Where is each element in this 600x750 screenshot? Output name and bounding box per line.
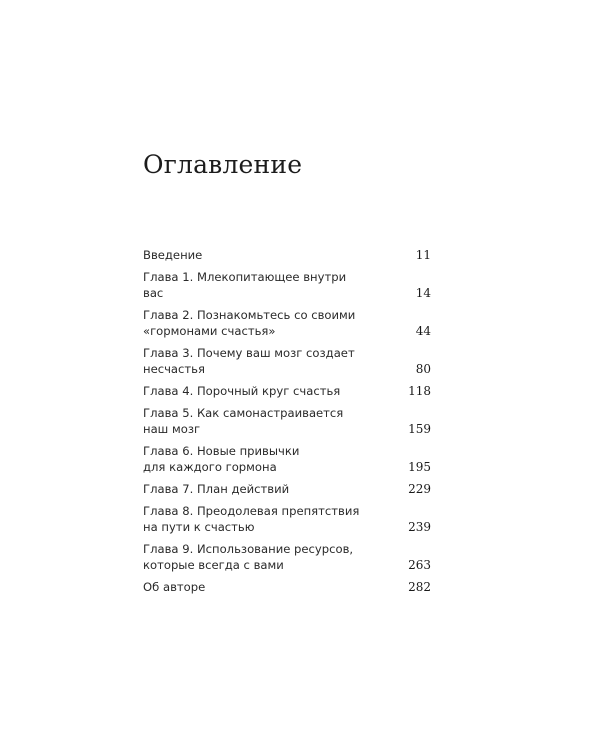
toc-entry-title: Введение	[143, 248, 203, 262]
toc-entry-page: 80	[415, 362, 431, 376]
toc-entry-chapter-5	[143, 405, 431, 437]
table-of-contents	[143, 247, 431, 595]
toc-entry-page: 195	[408, 460, 431, 474]
toc-entry-page: 229	[408, 482, 431, 496]
toc-entry-title: Глава 7. План действий	[143, 482, 290, 496]
toc-entry-title: Глава 5. Как самонастраивается наш мозг	[143, 406, 344, 436]
toc-entry-about-author	[143, 579, 431, 595]
toc-entry-chapter-2	[143, 307, 431, 339]
page-title: Оглавление	[143, 150, 303, 179]
toc-entry-chapter-4	[143, 383, 431, 399]
toc-entry-chapter-3	[143, 345, 431, 377]
toc-entry-page: 263	[408, 558, 431, 572]
toc-entry-title: Глава 6. Новые привычки для каждого гормона	[143, 444, 300, 474]
toc-entry-page: 282	[408, 580, 431, 594]
toc-entry-introduction	[143, 247, 431, 263]
toc-entry-page: 118	[408, 384, 431, 398]
toc-entry-page: 44	[415, 324, 431, 338]
toc-entry-title: Глава 1. Млекопитающее внутри вас	[143, 270, 347, 300]
toc-entry-chapter-9	[143, 541, 431, 573]
toc-entry-chapter-1	[143, 269, 431, 301]
toc-entry-chapter-8	[143, 503, 431, 535]
toc-entry-title: Глава 2. Познакомьтесь со своими «гормонами счастья»	[143, 308, 356, 338]
toc-entry-title: Глава 4. Порочный круг счастья	[143, 384, 341, 398]
toc-entry-chapter-6	[143, 443, 431, 475]
toc-entry-page: 14	[415, 286, 431, 300]
toc-entry-title: Глава 9. Использование ресурсов, которые всегда с вами	[143, 542, 354, 572]
toc-entry-page: 239	[408, 520, 431, 534]
toc-entry-chapter-7	[143, 481, 431, 497]
toc-entry-title: Глава 8. Преодолевая препятствия на пути к счастью	[143, 504, 360, 534]
toc-entry-page: 11	[415, 248, 431, 262]
toc-entry-title: Глава 3. Почему ваш мозг создает несчастья	[143, 346, 355, 376]
toc-entry-title: Об авторе	[143, 580, 206, 594]
toc-entry-page: 159	[408, 422, 431, 436]
